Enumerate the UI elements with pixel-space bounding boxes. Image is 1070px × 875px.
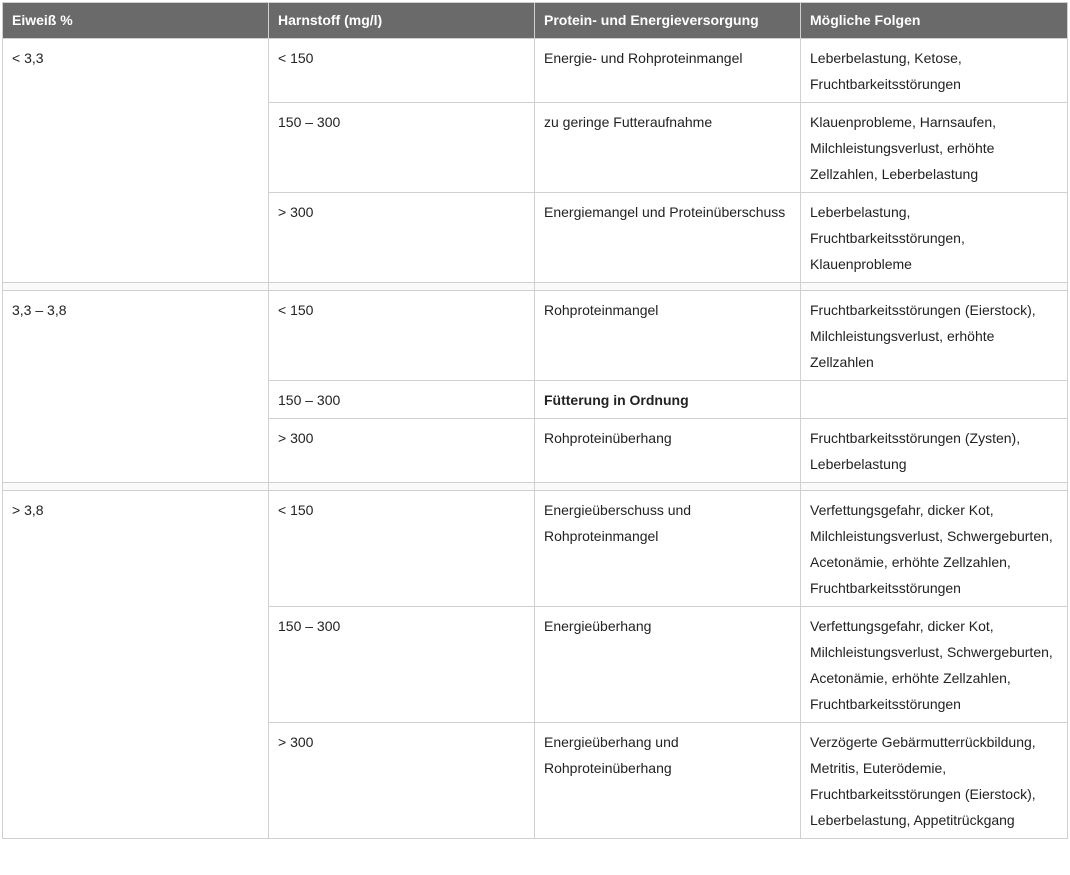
harnstoff-cell: 150 – 300 (269, 607, 535, 723)
versorgung-cell: zu geringe Futteraufnahme (535, 103, 801, 193)
versorgung-cell: Fütterung in Ordnung (535, 381, 801, 419)
separator-cell (3, 483, 269, 491)
table-row (3, 291, 1068, 381)
folgen-cell: Leberbelastung, Ketose, Fruchtbarkeitsstörungen (801, 39, 1068, 103)
separator-row (3, 483, 1068, 491)
harnstoff-cell: < 150 (269, 39, 535, 103)
harnstoff-cell: < 150 (269, 491, 535, 607)
separator-cell (801, 483, 1068, 491)
separator-cell (3, 283, 269, 291)
eiweiss-cell: < 3,3 (3, 39, 269, 283)
separator-row (3, 283, 1068, 291)
folgen-cell: Verfettungsgefahr, dicker Kot, Milchleistungsverlust, Schwergeburten, Acetonämie, erhöhte Zellzahlen, Fruchtbarkeitsstörungen (801, 491, 1068, 607)
versorgung-cell: Energie- und Rohproteinmangel (535, 39, 801, 103)
versorgung-cell: Energieüberhang (535, 607, 801, 723)
header-row (3, 3, 1068, 39)
separator-cell (269, 483, 535, 491)
versorgung-cell: Rohproteinüberhang (535, 419, 801, 483)
versorgung-cell: Rohproteinmangel (535, 291, 801, 381)
folgen-cell: Verzögerte Gebärmutterrückbildung, Metritis, Euterödemie, Fruchtbarkeitsstörungen (Eierstock), Leberbelastung, Appetitrückgang (801, 723, 1068, 839)
harnstoff-cell: 150 – 300 (269, 381, 535, 419)
eiweiss-cell: > 3,8 (3, 491, 269, 839)
eiweiss-cell: 3,3 – 3,8 (3, 291, 269, 483)
versorgung-cell: Energieüberschuss und Rohproteinmangel (535, 491, 801, 607)
harnstoff-cell: 150 – 300 (269, 103, 535, 193)
folgen-cell: Fruchtbarkeitsstörungen (Eierstock), Milchleistungsverlust, erhöhte Zellzahlen (801, 291, 1068, 381)
folgen-cell: Fruchtbarkeitsstörungen (Zysten), Leberbelastung (801, 419, 1068, 483)
folgen-cell: Leberbelastung, Fruchtbarkeitsstörungen, Klauenprobleme (801, 193, 1068, 283)
separator-cell (801, 283, 1068, 291)
header-eiweiss: Eiweiß % (3, 3, 269, 39)
nutrition-table (2, 2, 1068, 839)
separator-cell (535, 283, 801, 291)
versorgung-cell: Energieüberhang und Rohproteinüberhang (535, 723, 801, 839)
separator-cell (269, 283, 535, 291)
folgen-cell (801, 381, 1068, 419)
header-harnstoff: Harnstoff (mg/l) (269, 3, 535, 39)
table-row (3, 491, 1068, 607)
folgen-cell: Verfettungsgefahr, dicker Kot, Milchleistungsverlust, Schwergeburten, Acetonämie, erhöhte Zellzahlen, Fruchtbarkeitsstörungen (801, 607, 1068, 723)
harnstoff-cell: > 300 (269, 723, 535, 839)
separator-cell (535, 483, 801, 491)
header-folgen: Mögliche Folgen (801, 3, 1068, 39)
harnstoff-cell: > 300 (269, 193, 535, 283)
table-row (3, 39, 1068, 103)
versorgung-cell: Energiemangel und Proteinüberschuss (535, 193, 801, 283)
folgen-cell: Klauenprobleme, Harnsaufen, Milchleistungsverlust, erhöhte Zellzahlen, Leberbelastung (801, 103, 1068, 193)
harnstoff-cell: > 300 (269, 419, 535, 483)
header-versorgung: Protein- und Energieversorgung (535, 3, 801, 39)
harnstoff-cell: < 150 (269, 291, 535, 381)
